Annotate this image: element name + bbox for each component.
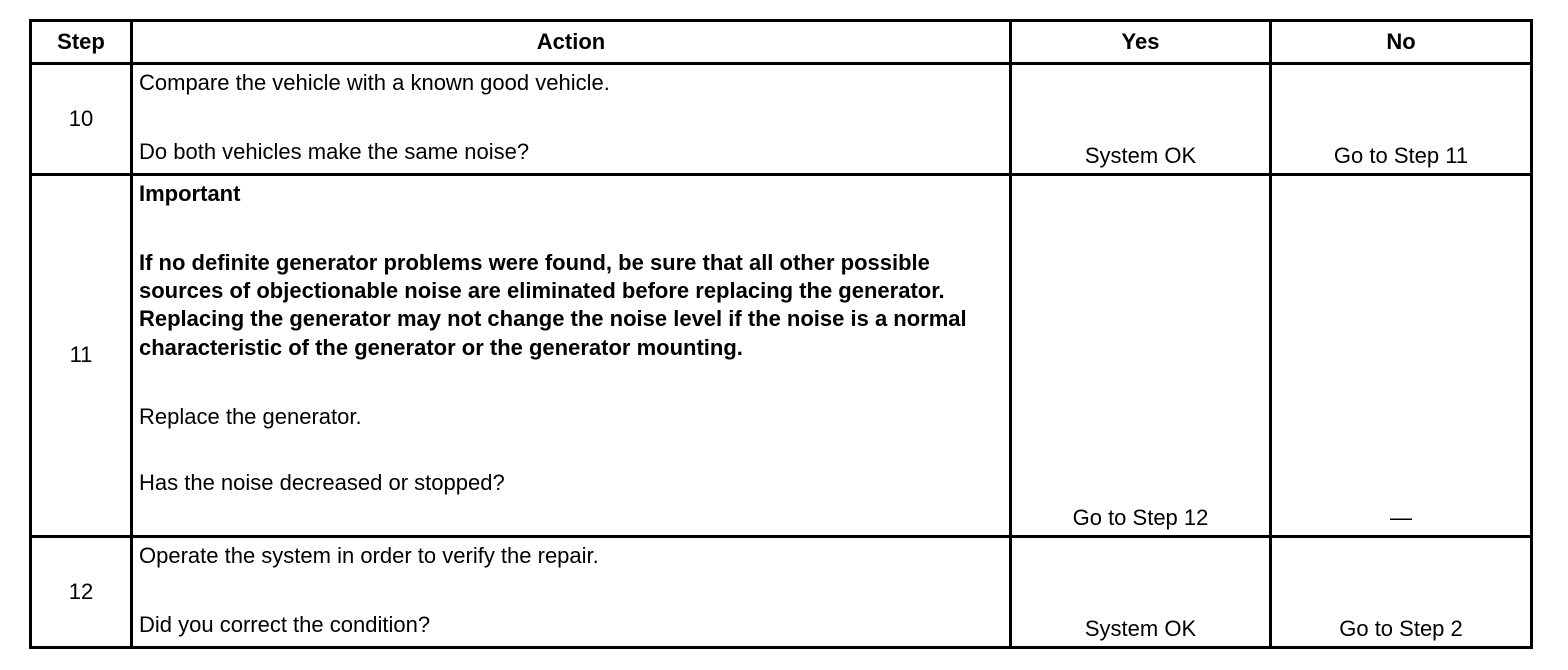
action-cell bbox=[132, 537, 1011, 648]
important-note: If no definite generator problems were found, be sure that all other possible sources of objectionable noise are eliminated before replacing the generator. Replacing the generator may not change the noise level if the noise is a normal characteristic of the generator or the generator mounting. bbox=[139, 250, 967, 360]
action-instruction: Compare the vehicle with a known good vehicle. bbox=[139, 70, 610, 95]
action-instruction: Operate the system in order to verify the repair. bbox=[139, 543, 599, 568]
header-step: Step bbox=[31, 21, 132, 64]
step-number: 10 bbox=[31, 64, 132, 175]
yes-result: Go to Step 12 bbox=[1011, 175, 1271, 537]
header-action: Action bbox=[132, 21, 1011, 64]
action-question: Has the noise decreased or stopped? bbox=[139, 469, 505, 495]
header-yes: Yes bbox=[1011, 21, 1271, 64]
diagnostic-table bbox=[29, 19, 1533, 649]
important-title: Important bbox=[139, 181, 241, 206]
action-cell bbox=[132, 175, 1011, 537]
header-no: No bbox=[1271, 21, 1532, 64]
no-result: Go to Step 11 bbox=[1271, 64, 1532, 175]
action-cell bbox=[132, 64, 1011, 175]
yes-result: System OK bbox=[1011, 64, 1271, 175]
step-number: 12 bbox=[31, 537, 132, 648]
table-row bbox=[31, 175, 1532, 537]
action-question: Did you correct the condition? bbox=[139, 612, 431, 638]
action-question: Do both vehicles make the same noise? bbox=[139, 139, 530, 165]
header-row bbox=[31, 21, 1532, 64]
table-row bbox=[31, 64, 1532, 175]
step-number: 11 bbox=[31, 175, 132, 537]
yes-result: System OK bbox=[1011, 537, 1271, 648]
no-result: Go to Step 2 bbox=[1271, 537, 1532, 648]
action-instruction: Replace the generator. bbox=[139, 403, 362, 429]
no-result: — bbox=[1271, 175, 1532, 537]
table-row bbox=[31, 537, 1532, 648]
